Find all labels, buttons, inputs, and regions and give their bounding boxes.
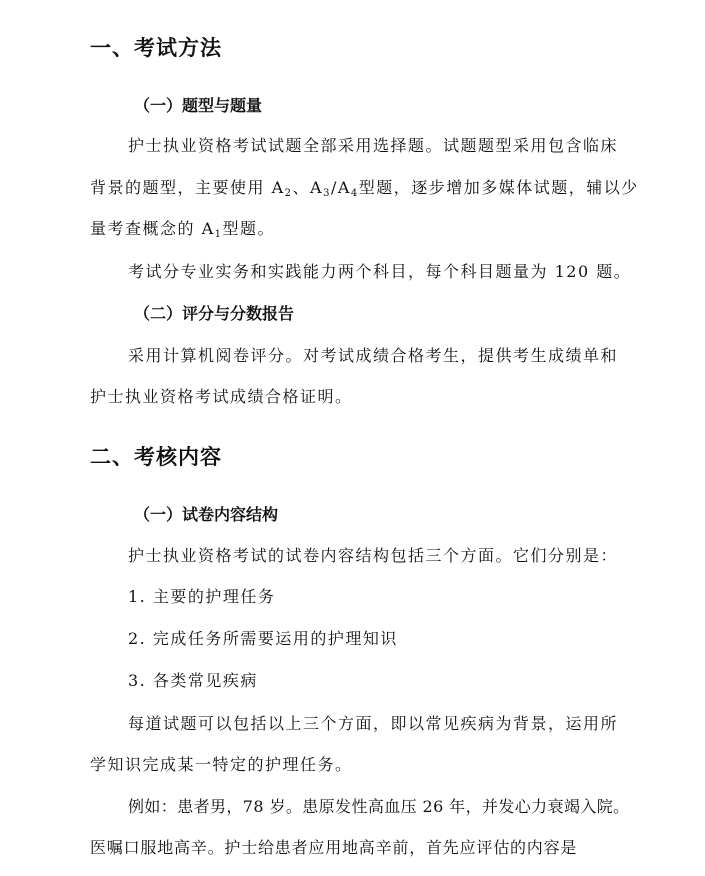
subheading-question-types: （一）题型与题量 — [134, 96, 263, 115]
paragraph-line: 学知识完成某一特定的护理任务。 — [90, 755, 353, 774]
paragraph-line: 护士执业资格考试的试卷内容结构包括三个方面。它们分别是： — [128, 546, 619, 565]
paragraph-line: 护士执业资格考试成绩合格证明。 — [90, 387, 353, 406]
example-line: 医嘱口服地高辛。护士给患者应用地高辛前，首先应评估的内容是 — [90, 838, 578, 857]
paragraph-line: 护士执业资格考试试题全部采用选择题。试题题型采用包含临床 — [128, 136, 619, 155]
subheading-scoring: （二）评分与分数报告 — [134, 304, 295, 323]
section-heading-exam-method: 一、考试方法 — [90, 36, 222, 60]
list-item: 3. 各类常见疾病 — [128, 671, 258, 690]
example-line: 例如：患者男，78 岁。患原发性高血压 26 年，并发心力衰竭入院。 — [128, 797, 630, 816]
paragraph-line: 采用计算机阅卷评分。对考试成绩合格考生，提供考生成绩单和 — [128, 346, 619, 365]
subheading-paper-structure: （一）试卷内容结构 — [134, 505, 279, 524]
section-heading-exam-content: 二、考核内容 — [90, 445, 222, 469]
paragraph-line: 考试分专业实务和实践能力两个科目，每个科目题量为 120 题。 — [128, 262, 632, 281]
paragraph-line-with-subscript: 量考查概念的 $A_1$型题。 — [90, 219, 276, 240]
paragraph-line-with-subscripts: 背景的题型，主要使用 $A_2$、$A_3/A_4$型题，逐步增加多媒体试题，辅以少 — [90, 178, 639, 199]
paragraph-line: 每道试题可以包括以上三个方面，即以常见疾病为背景，运用所 — [128, 714, 619, 733]
list-item: 2. 完成任务所需要运用的护理知识 — [128, 629, 398, 648]
list-item: 1. 主要的护理任务 — [128, 587, 276, 606]
